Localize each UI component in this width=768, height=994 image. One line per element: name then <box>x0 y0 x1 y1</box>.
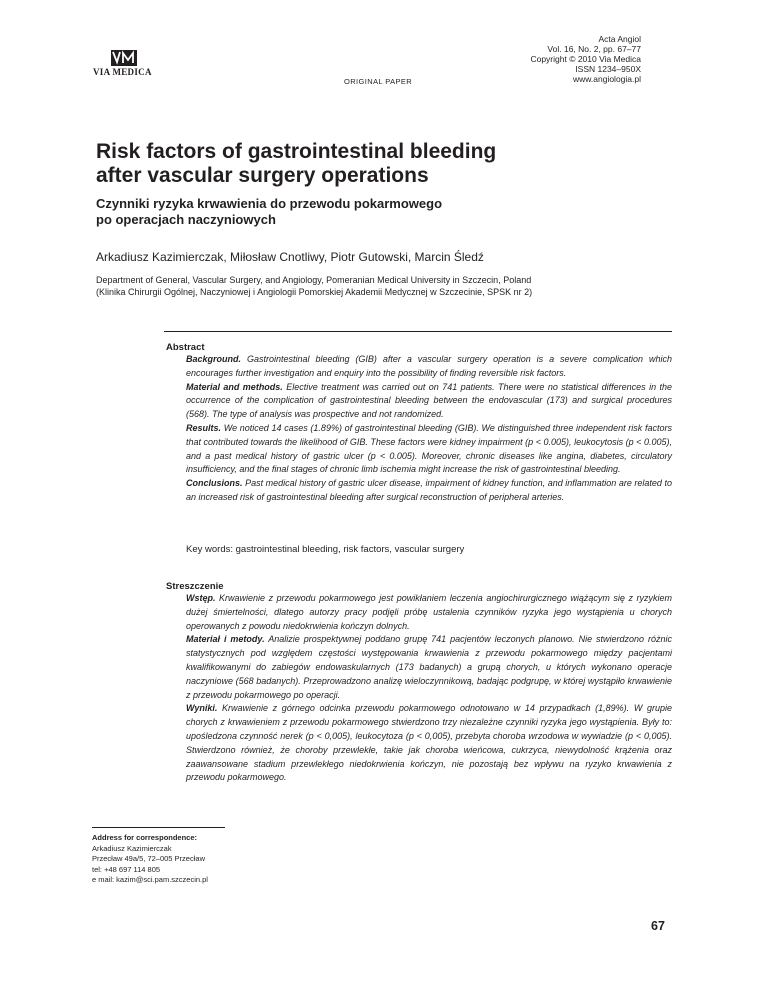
abstract-text: We noticed 14 cases (1.89%) of gastrointestinal bleeding (GIB). We distinguished three independent risk factors that contributed towards the likelihood of GIB. These factors were kidney impairment (p < 0.005), leukocytosis (p < 0.005), and a past medical history of gastric ulcer (p < 0.005). Moreover, chronic diseases like angina, diabetes, circulatory insufficiency, and the final stages of chronic limb ischemia might increase the risk of gastrointestinal bleeding. <box>186 422 672 475</box>
correspondence-line: Arkadiusz Kazimierczak <box>92 843 172 853</box>
article-subtitle <box>96 196 442 228</box>
page-number: 67 <box>651 919 665 933</box>
journal-issn: ISSN 1234–950X <box>575 64 641 74</box>
affiliation-line: (Klinika Chirurgii Ogólnej, Naczyniowej i Angiologii Pomorskiej Akademii Medycznej w Szczecinie, SPSK nr 2) <box>96 286 533 297</box>
abstract-paragraph <box>186 381 672 422</box>
streszczenie-paragraph <box>186 592 672 633</box>
abstract-paragraph <box>186 422 672 477</box>
keywords: Key words: gastrointestinal bleeding, risk factors, vascular surgery <box>186 544 465 555</box>
streszczenie-label: Wstęp. <box>186 593 216 603</box>
streszczenie-body <box>186 592 672 785</box>
article-title-line: after vascular surgery operations <box>96 164 429 187</box>
affiliation-line: Department of General, Vascular Surgery, and Angiology, Pomeranian Medical University in Szczecin, Poland <box>96 275 532 285</box>
journal-name: Acta Angiol <box>598 34 641 44</box>
abstract-divider <box>164 331 672 332</box>
streszczenie-paragraph <box>186 633 672 702</box>
footnote-divider <box>92 827 225 828</box>
abstract-label: Background. <box>186 354 242 364</box>
journal-website: www.angiologia.pl <box>572 74 641 84</box>
streszczenie-paragraph <box>186 702 672 785</box>
article-subtitle-line: Czynniki ryzyka krwawienia do przewodu pokarmowego <box>96 196 443 211</box>
abstract-label: Material and methods. <box>186 381 283 392</box>
abstract-paragraph <box>186 477 672 505</box>
abstract-heading: Abstract <box>166 342 205 353</box>
journal-volume: Vol. 16, No. 2, pp. 67–77 <box>547 44 641 54</box>
abstract-label: Conclusions. <box>186 478 243 489</box>
streszczenie-text: Krwawienie z górnego odcinka przewodu pokarmowego odnotowano w 14 przypadkach (1,89%). W grupie chorych z krwawieniem z przewodu pokarmowego stwierdzono trzy niezależne czynniki ryzyka jego wystąpienia. Były to: upośledzona czynność nerek (p < 0,005), leukocytoza (p < 0,005), przebyta choroba wrzodowa w wywiadzie (p < 0,005). Stwierdzono również, że choroby przewlekłe, takie jak choroba wieńcowa, cukrzyca, niewydolność krążenia oraz zaawansowane stadium przewlekłego niedokrwienia kończyn, nie pozostają bez wpływu na ryzyko krwawienia z przewodu pokarmowego. <box>186 703 672 783</box>
correspondence-label: Address for correspondence: <box>92 833 198 842</box>
via-medica-logo <box>93 50 153 77</box>
journal-copyright: Copyright © 2010 Via Medica <box>530 54 641 64</box>
correspondence-block <box>92 833 208 886</box>
abstract-text: Elective treatment was carried out on 741 patients. There were no statistical differences in the occurrence of the complication of gastrointestinal bleeding between the endovascular (173) and surgical procedures (568). The type of analysis was prospective and not randomized. <box>186 381 672 420</box>
abstract-text: Gastrointestinal bleeding (GIB) after a vascular surgery operation is a severe complication which encourages further investigation and enquiry into the possibility of finding reversible risk factors. <box>186 354 672 378</box>
streszczenie-section <box>166 581 672 785</box>
affiliation <box>96 275 532 298</box>
correspondence-line: tel: +48 697 114 805 <box>92 864 161 874</box>
logo-text: VIA MEDICA <box>93 67 152 77</box>
article-title <box>96 140 496 188</box>
abstract-text: Past medical history of gastric ulcer disease, impairment of kidney function, and inflammation are related to an increased risk of gastrointestinal bleeding after surgical reconstruction of peripheral arteries. <box>186 478 672 502</box>
streszczenie-text: Analizie prospektywnej poddano grupę 741 pacjentów leczonych planowo. Nie stwierdzono różnic statystycznych pod względem częstości występowania krwawienia z przewodu pokarmowego między pacjentami kwalifikowanymi do zabiegów endowaskularnych (173 badanych) a grupą chorych, u których wykonano operacje naczyniowe (568 badanych). Przeprowadzono analizę wieloczynnikową, badając podgrupę, w której wystąpiło krwawienie z przewodu pokarmowego po operacji. <box>186 634 673 700</box>
article-title-line: Risk factors of gastrointestinal bleeding <box>96 140 497 163</box>
streszczenie-label: Materiał i metody. <box>186 634 265 645</box>
section-label: ORIGINAL PAPER <box>344 77 413 86</box>
author-list: Arkadiusz Kazimierczak, Miłosław Cnotliwy, Piotr Gutowski, Marcin Śledź <box>96 250 484 264</box>
article-subtitle-line: po operacjach naczyniowych <box>96 212 276 227</box>
journal-info <box>530 34 641 84</box>
correspondence-email: e mail: kazim@sci.pam.szczecin.pl <box>92 875 208 884</box>
streszczenie-label: Wyniki. <box>186 703 218 714</box>
streszczenie-text: Krwawienie z przewodu pokarmowego jest powikłaniem leczenia angiochirurgicznego wiążącym się z ryzykiem dużej śmiertelności, dlatego autorzy pracy podjęli próbę ustalenia czynników ryzyka jego wystąpienia u chorych operowanych z powodu niedokrwienia kończyn dolnych. <box>186 593 672 631</box>
correspondence-line: Przecław 49a/5, 72–005 Przecław <box>92 854 205 863</box>
abstract-section <box>166 342 672 505</box>
via-medica-logo-mark-icon <box>111 50 137 66</box>
streszczenie-heading: Streszczenie <box>166 581 224 592</box>
abstract-paragraph <box>186 353 672 381</box>
abstract-label: Results. <box>186 422 222 433</box>
abstract-body <box>186 353 672 505</box>
